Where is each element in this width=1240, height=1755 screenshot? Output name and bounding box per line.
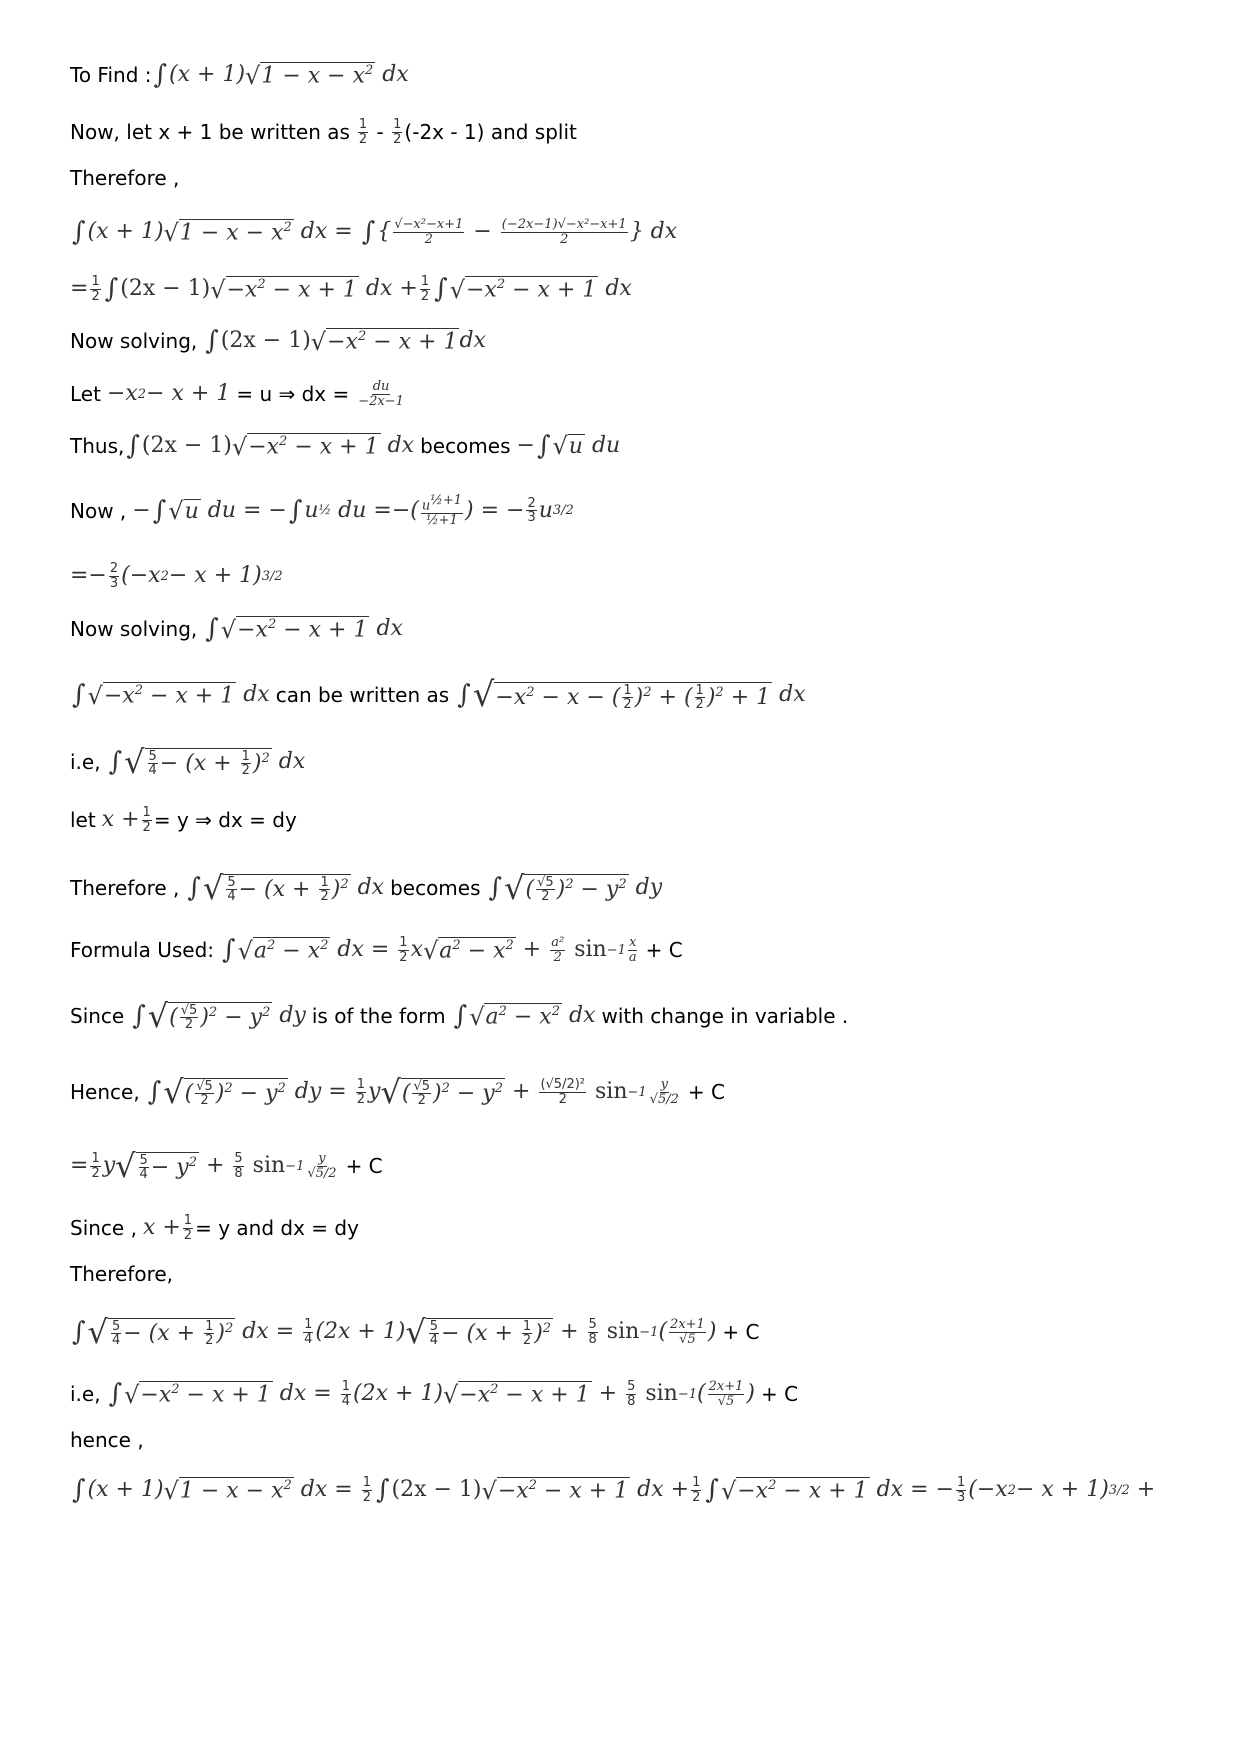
line-equation-1 bbox=[70, 218, 1200, 246]
line-let-y bbox=[70, 806, 1200, 834]
math-expression: ∫ √ ( $\frac{√5}{2}$ )$^2 - y^2$ dy bbox=[132, 997, 306, 1035]
therefore-text: Therefore , bbox=[70, 166, 180, 190]
becomes-text: becomes bbox=[390, 876, 481, 900]
math-expression: ∫ √ $-x^2 - x + 1$ dx = $\frac{1}{4}$ (2x + 1) √ $-x^2 - x + 1$ + $\frac{5}{8}$ sin −1 ( $\frac{2x+1}{√5}$ ) bbox=[108, 1379, 755, 1410]
math-expression: = $\frac{1}{2}$ ∫ (2x − 1) √ $-x^2 - x + 1$ dx + $\frac{1}{2}$ ∫ √ $-x^2 - x + 1$ dx bbox=[70, 274, 632, 305]
constant-text: + C bbox=[761, 1382, 799, 1407]
fraction: $\frac{1}{2}$ bbox=[358, 117, 368, 147]
becomes-text: becomes bbox=[420, 434, 511, 458]
math-expression: ∫ (2x − 1) √ $-x^2 - x + 1$ dx bbox=[126, 431, 415, 461]
math-expression: ∫ √ $a^2 - x^2$ dx = $\frac{1}{2}$ x √ $a^2 - x^2$ + $\frac{\text{a²}}{2}$ sin −1 $\frac{x}{a}$ bbox=[222, 935, 637, 966]
let-text: let bbox=[70, 808, 96, 833]
math-expression: ∫ (2x − 1) √ $-x^2 - x + 1$ dx bbox=[205, 326, 486, 356]
written-as-text: can be written as bbox=[275, 683, 450, 707]
math-expression: ∫ √ $-x^2 - x + 1$ dx bbox=[205, 614, 403, 644]
split-text: Now, let x + 1 be written as bbox=[70, 120, 350, 145]
constant-text: + C bbox=[687, 1080, 725, 1104]
math-expression: ∫ (x + 1) √ $1 - x - x^2$ dx = ∫ { $\frac{\text{√−x²−x+1}}{2}$ − $\frac{\text{(−2x−1)√−x²−x+1}}{2}$ } dx bbox=[72, 217, 678, 248]
hence-text: hence , bbox=[70, 1428, 144, 1452]
line-hence-2 bbox=[70, 1430, 1200, 1450]
math-expression: ∫ √ $-x^2 - x$ − ( $\frac{1}{2}$ )$^2$ + ( $\frac{1}{2}$ )$^2$ + 1 dx bbox=[457, 675, 806, 715]
split-text-end: (-2x - 1) and split bbox=[404, 120, 577, 145]
since-text: Since , bbox=[70, 1216, 137, 1241]
therefore-text: Therefore, bbox=[70, 1262, 174, 1286]
integral-expression: ∫ (x + 1) √ $1 - x - x^2$ dx bbox=[153, 60, 409, 90]
ie-text: i.e, bbox=[70, 750, 101, 774]
now-solving-text: Now solving, bbox=[70, 329, 198, 353]
let-text: Let bbox=[70, 382, 101, 407]
constant-text: + C bbox=[645, 938, 683, 963]
line-result-2 bbox=[70, 1147, 1200, 1185]
line-final bbox=[70, 1476, 1200, 1504]
line-therefore-becomes bbox=[70, 869, 1200, 907]
line-result-1 bbox=[70, 562, 1200, 590]
math-expression: − ∫ √ u du bbox=[516, 431, 621, 461]
line-now-u bbox=[70, 494, 1200, 528]
therefore-text: Therefore , bbox=[70, 876, 180, 900]
now-solving-text: Now solving, bbox=[70, 617, 198, 641]
to-find-label: To Find : bbox=[70, 63, 152, 87]
fraction: $\frac{du}{-2x-1}$ bbox=[358, 379, 404, 409]
line-let-u bbox=[70, 380, 1200, 408]
since-text: Since bbox=[70, 1004, 125, 1028]
math-expression: −x 2 − x + 1 bbox=[106, 381, 231, 407]
line-ie-2 bbox=[70, 1380, 1200, 1408]
change-variable-text: with change in variable . bbox=[601, 1004, 849, 1028]
math-expression: ∫ √ $\frac{5}{4}$ − (x + $\frac{1}{2}$ )$^2$ dx = $\frac{1}{4}$ (2x + 1) √ $\frac{5}{4}$ − (x + $\frac{1}{2}$ )$^2$ + $\frac{5}{8}$ sin −1 ( $\frac{2x+1}{√5}$ ) bbox=[72, 1313, 717, 1351]
form-text: is of the form bbox=[311, 1004, 446, 1028]
line-split: Now, let x + 1 be written as $\frac{1}{2}$ - $\frac{1}{2}$ (-2x - 1) and split bbox=[70, 117, 577, 147]
line-formula bbox=[70, 936, 1200, 964]
line-hence bbox=[70, 1073, 1200, 1111]
line-ie-1 bbox=[70, 743, 1200, 781]
ie-text: i.e, bbox=[70, 1382, 101, 1407]
line-since-form bbox=[70, 997, 1200, 1035]
math-expression: ∫ √ $-x^2 - x + 1$ dx bbox=[72, 680, 270, 710]
formula-used-text: Formula Used: bbox=[70, 938, 215, 963]
math-expression: ∫ √ $\frac{5}{4}$ − (x + $\frac{1}{2}$ )$^2$ dx bbox=[187, 869, 385, 907]
line-now-solving-2 bbox=[70, 616, 1200, 642]
hence-text: Hence, bbox=[70, 1080, 140, 1104]
line-to-find bbox=[70, 62, 1200, 88]
constant-text: + C bbox=[722, 1320, 760, 1344]
substitution-text: = y and dx = dy bbox=[195, 1216, 359, 1241]
substitution-text: = y ⇒ dx = dy bbox=[153, 808, 297, 833]
math-expression: x + $\frac{1}{2}$ bbox=[142, 1213, 193, 1243]
math-expression: − ∫ √ u du = − ∫ u ½ du =−( $\frac{u^{\frac{1}{2}+1}}{\text{½+1}}$ ) = − $\frac{2}{3}$ u 3/2 bbox=[132, 493, 574, 528]
math-expression: = $\frac{1}{2}$ y √ $\frac{5}{4}$ − $y^2$ + $\frac{5}{8}$ sin −1 $\frac{y}{√5/2}$ bbox=[70, 1147, 337, 1185]
line-therefore bbox=[70, 168, 1200, 188]
fraction: $\frac{1}{2}$ bbox=[393, 117, 402, 147]
line-thus bbox=[70, 433, 1200, 459]
math-expression: ∫ √ $a^2 - x^2$ dx bbox=[453, 1001, 596, 1031]
line-now-solving-1 bbox=[70, 328, 1200, 354]
line-equation-2 bbox=[70, 275, 1200, 303]
math-expression: ∫ √ $\frac{5}{4}$ − (x + $\frac{1}{2}$ )$^2$ dx bbox=[108, 743, 306, 781]
thus-text: Thus, bbox=[70, 434, 125, 458]
constant-text: + C bbox=[345, 1154, 383, 1178]
math-expression: =− $\frac{2}{3}$ (−x 2 − x + 1) 3/2 bbox=[70, 561, 283, 591]
math-expression: ∫ √ ( $\frac{√5}{2}$ )$^2 - y^2$ dy bbox=[488, 869, 663, 907]
math-expression: x + $\frac{1}{2}$ bbox=[101, 805, 151, 835]
now-text: Now , bbox=[70, 498, 127, 523]
line-since-y bbox=[70, 1214, 1200, 1242]
line-result-3 bbox=[70, 1313, 1200, 1351]
substitution-text: = u ⇒ dx = bbox=[236, 382, 350, 407]
line-written-as bbox=[70, 675, 1200, 715]
math-expression: ∫ √ ( $\frac{√5}{2}$ )$^2 - y^2$ dy = $\frac{1}{2}$ y √ ( $\frac{√5}{2}$ )$^2 - y^2$ + $\frac{\text{(√5/2)²}}{2}$ sin −1 $\frac{y}{√5/2}$ bbox=[147, 1073, 679, 1111]
line-therefore-2 bbox=[70, 1264, 1200, 1284]
math-expression: ∫ (x + 1) √ $1 - x - x^2$ dx = $\frac{1}{2}$ ∫ (2x − 1) √ $-x^2 - x + 1$ dx + $\frac{1}{2}$ ∫ √ $-x^2 - x + 1$ dx = − $\frac{1}{3}$ (−x 2 − x + 1) 3/2 + bbox=[72, 1475, 1156, 1506]
